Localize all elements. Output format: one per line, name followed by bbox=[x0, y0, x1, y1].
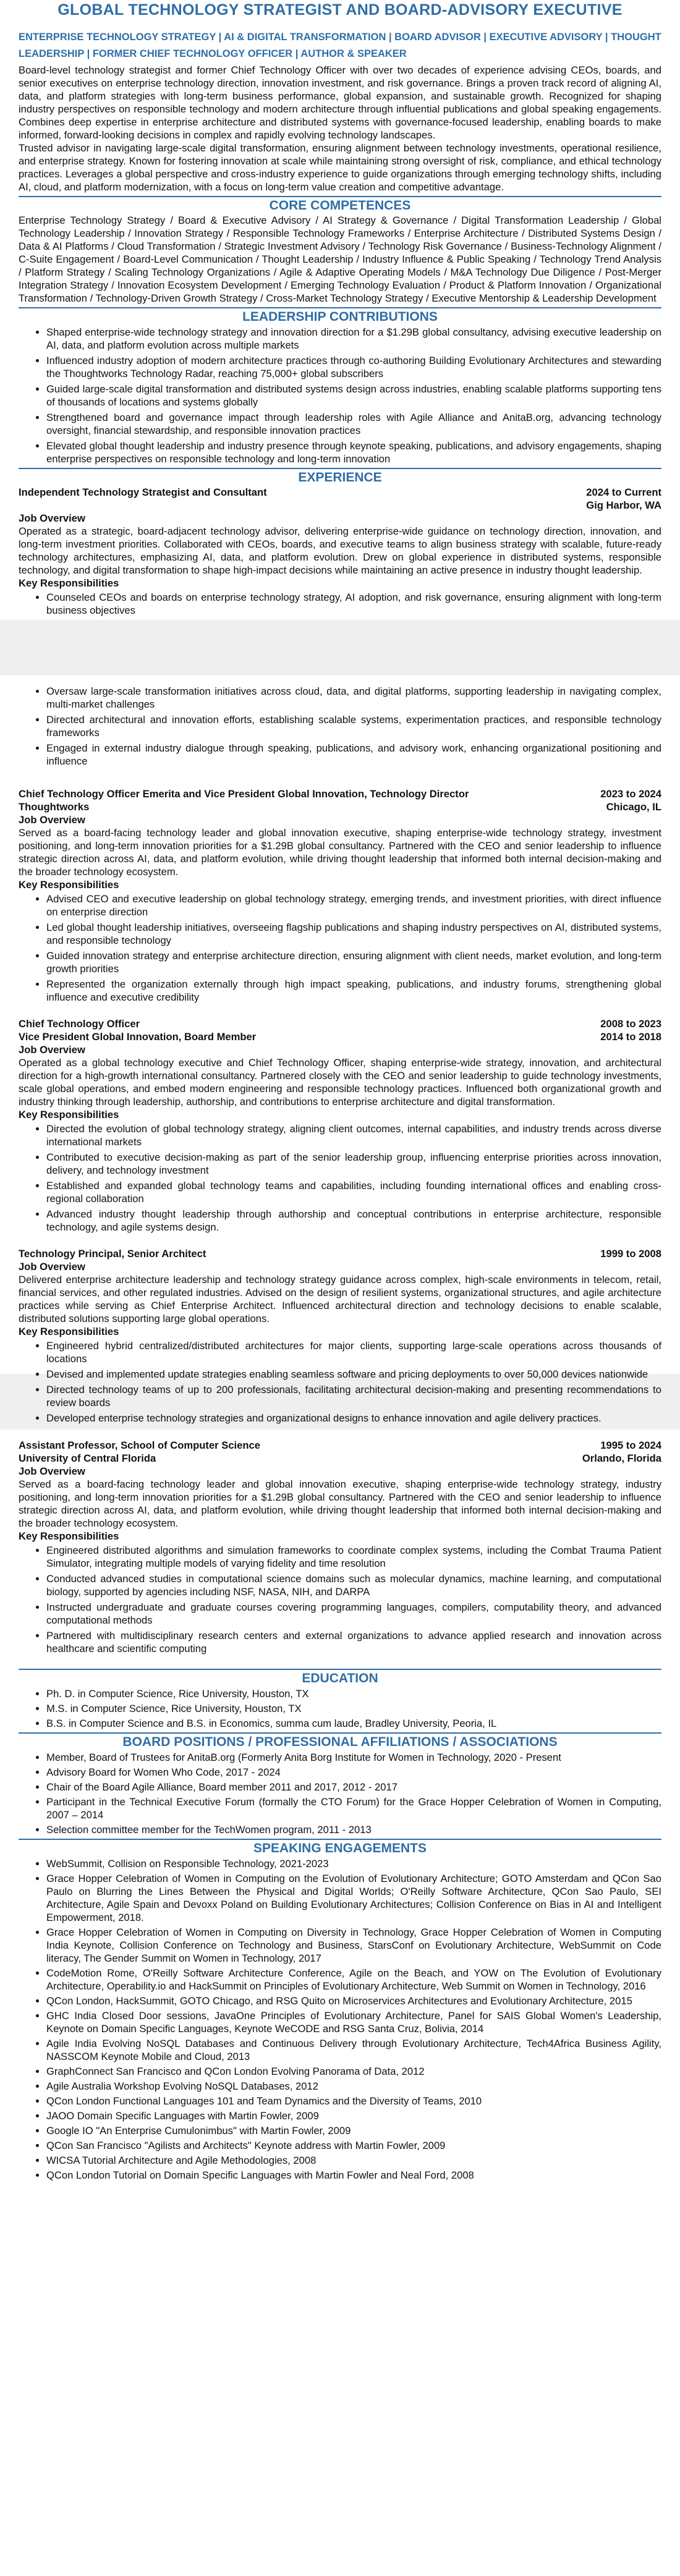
job-title-row bbox=[19, 787, 661, 800]
summary-paragraph-1: Board-level technology strategist and former Chief Technology Officer with over two decades of experience advising CEOs, boards, and senior executives on enterprise technology direction, innovation investment, and risk governance. Brings a proven track record of aligning AI, data, and platform strategies with long-term business performance, global expansion, and sustainable growth. Recognized for shaping industry perspectives on responsible technology and modern architecture through influential publications and global speaking engagements. Combines deep expertise in enterprise architecture and distributed systems with governance-focused leadership, enabling boards to make informed, forward-looking decisions in complex and rapidly evolving technology landscapes. bbox=[19, 64, 661, 141]
list-item: • Partnered with multidisciplinary research centers and external organizations to advance applied research and innovation across healthcare and scientific computing bbox=[46, 1629, 661, 1655]
job-overview-label: Job Overview bbox=[19, 1465, 85, 1477]
job-dates-2: 2014 to 2018 bbox=[600, 1031, 661, 1043]
job-overview-label: Job Overview bbox=[19, 1044, 85, 1056]
list-item: • Chair of the Board Agile Alliance, Board member 2011 and 2017, 2012 - 2017 bbox=[46, 1781, 661, 1794]
section-rule bbox=[19, 307, 661, 308]
list-item: • WebSummit, Collision on Responsible Technology, 2021-2023 bbox=[46, 1857, 661, 1870]
list-item: • Advanced industry thought leadership through authorship and conceptual contributions in enterprise architecture, responsible technology, and agile systems design. bbox=[46, 1208, 661, 1234]
job-title: Independent Technology Strategist and Consultant bbox=[19, 486, 267, 498]
list-item: • GHC India Closed Door sessions, JavaOne Principles of Evolutionary Architecture, Panel for SAIS Global Women's Leadership, Keynote on Domain Specific Languages, Keynote WeCODE and RSG Santa Cruz, Bolivia, 2014 bbox=[46, 2009, 661, 2035]
list-item: • Ph. D. in Computer Science, Rice University, Houston, TX bbox=[46, 1687, 661, 1700]
list-item: • Google IO "An Enterprise Cumulonimbus" with Martin Fowler, 2009 bbox=[46, 2124, 661, 2137]
job-org: University of Central Florida bbox=[19, 1452, 156, 1464]
summary-paragraph-2: Trusted advisor in navigating large-scale digital transformation, ensuring alignment between technology investments, operational resilience, and enterprise strategy. Known for fostering innovation at scale while maintaining strong oversight of risk, compliance, and ethical technology practices. Leverages a global perspective and cross-industry experience to guide organizations through emerging technology shifts, including AI, cloud, and platform modernization, with a focus on long-term value creation and competitive advantage. bbox=[19, 142, 661, 193]
list-item: • Agile India Evolving NoSQL Databases and Continuous Delivery through Evolutionary Architecture, Tech4Africa Business Agility, NASSCOM Keynote Mobile and Cloud, 2013 bbox=[46, 2037, 661, 2063]
job-title-row bbox=[19, 1017, 661, 1030]
section-rule bbox=[19, 468, 661, 469]
education-list bbox=[19, 1687, 661, 1730]
job-overview: Delivered enterprise architecture leadership and technology strategy guidance across complex, high-scale environments in telecom, retail, financial services, and other regulated industries. Advised on the design of resilient systems, organizational structures, and agile architecture practices while serving as Chief Enterprise Architect. Influenced architectural direction and technology decisions to enable scalable, distributed solutions supporting large global operations. bbox=[19, 1274, 661, 1324]
list-item: • Contributed to executive decision-making as part of the senior leadership group, influencing enterprise priorities across innovation, delivery, and technology investment bbox=[46, 1151, 661, 1177]
boards-list bbox=[19, 1751, 661, 1836]
list-item: • Guided large-scale digital transformation and distributed systems design across industries, enabling scalable platforms supporting tens of thousands of locations and systems globally bbox=[46, 383, 661, 409]
list-item: • Developed enterprise technology strategies and organizational designs to enhance innovation and agile delivery practices. bbox=[46, 1412, 661, 1425]
list-item: • Shaped enterprise-wide technology strategy and innovation direction for a $1.29B global consultancy, advising executive leadership on AI, data, and platform evolution across multiple markets bbox=[46, 326, 661, 352]
list-item: • WICSA Tutorial Architecture and Agile Methodologies, 2008 bbox=[46, 2154, 661, 2167]
job-title: Chief Technology Officer bbox=[19, 1018, 140, 1030]
list-item: • Selection committee member for the TechWomen program, 2011 - 2013 bbox=[46, 1823, 661, 1836]
list-item: • Conducted advanced studies in computational science domains such as molecular dynamics, machine learning, and computational biology, supported by agencies including NSF, NASA, NIH, and DARPA bbox=[46, 1572, 661, 1598]
job-title-row-2 bbox=[19, 1030, 661, 1043]
list-item: • Elevated global thought leadership and industry presence through keynote speaking, publications, and advisory engagements, shaping enterprise perspectives on responsible technology and long-term innovation bbox=[46, 439, 661, 465]
list-item: • Strengthened board and governance impact through leadership roles with Agile Alliance and AnitaB.org, advancing technology oversight, financial stewardship, and responsible innovation practices bbox=[46, 411, 661, 437]
job-overview-label: Job Overview bbox=[19, 814, 85, 826]
job-assistant-professor bbox=[19, 1439, 661, 1655]
job-dates: 2024 to Current bbox=[586, 486, 661, 498]
tagline: ENTERPRISE TECHNOLOGY STRATEGY | AI & DIGITAL TRANSFORMATION | BOARD ADVISOR | EXECUTIVE ADVISORY | THOUGHT LEADERSHIP | FORMER CHIEF TECHNOLOGY OFFICER | AUTHOR & SPEAKER bbox=[19, 32, 661, 59]
list-item: • Directed architectural and innovation efforts, establishing scalable systems, experimentation practices, and responsible technology frameworks bbox=[46, 713, 661, 739]
list-item: • Advisory Board for Women Who Code, 2017 - 2024 bbox=[46, 1766, 661, 1779]
responsibilities-label: Key Responsibilities bbox=[19, 879, 119, 891]
job-title-row bbox=[19, 1247, 661, 1260]
speaking-list bbox=[19, 1857, 661, 2182]
list-item: • Guided innovation strategy and enterprise architecture direction, ensuring alignment with client needs, market evolution, and long-term growth priorities bbox=[46, 949, 661, 975]
section-rule bbox=[19, 1669, 661, 1670]
job-dates: 2008 to 2023 bbox=[600, 1018, 661, 1030]
section-title-experience: EXPERIENCE bbox=[298, 470, 382, 485]
list-item: • Engineered distributed algorithms and simulation frameworks to coordinate complex systems, including the Combat Trauma Patient Simulator, integrating multiple models of varying fidelity and time resolution bbox=[46, 1544, 661, 1570]
competences-text: Enterprise Technology Strategy / Board & Executive Advisory / AI Strategy & Governance / Digital Transformation Leadership / Global Technology Leadership / Innovation Strategy / Responsible Technology Frameworks / Enterprise Architecture / Distributed Systems Design / Data & AI Platforms / Cloud Transformation / Strategic Investment Advisory / Technology Risk Governance / Business-Technology Alignment / C-Suite Engagement / Board-Level Communication / Thought Leadership / Industry Influence & Public Speaking / Technology Trend Analysis / Platform Strategy / Scaling Technology Organizations / Agile & Adaptive Operating Models / M&A Technology Due Diligence / Post-Merger Integration Strategy / Innovation Ecosystem Development / Emerging Technology Evaluation / Product & Platform Innovation / Organizational Transformation / Technology-Driven Growth Strategy / Cross-Market Technology Strategy / Executive Mentorship & Leadership Development bbox=[19, 214, 661, 304]
list-item: • GraphConnect San Francisco and QCon London Evolving Panorama of Data, 2012 bbox=[46, 2065, 661, 2078]
job-overview-label: Job Overview bbox=[19, 512, 85, 524]
job-title-row bbox=[19, 1439, 661, 1452]
job-technology-principal bbox=[19, 1247, 661, 1425]
job-dates: 1995 to 2024 bbox=[600, 1439, 661, 1451]
job-location: Gig Harbor, WA bbox=[586, 499, 661, 511]
section-title-speaking: SPEAKING ENGAGEMENTS bbox=[253, 1841, 427, 1855]
list-item: • Directed the evolution of global technology strategy, aligning client outcomes, internal capabilities, and industry trends across diverse international markets bbox=[46, 1122, 661, 1148]
list-item: • Agile Australia Workshop Evolving NoSQL Databases, 2012 bbox=[46, 2080, 661, 2093]
list-item: • QCon London Tutorial on Domain Specific Languages with Martin Fowler and Neal Ford, 2008 bbox=[46, 2169, 661, 2182]
job-title: Technology Principal, Senior Architect bbox=[19, 1248, 206, 1260]
job-overview: Served as a board-facing technology leader and global innovation executive, shaping enterprise-wide technology strategy, investment positioning, and long-term innovation priorities for a $1.29B global consultancy. Partnered with the CEO and senior leadership to influence strategic direction across AI, data, and platform evolution, while driving thought leadership that informed both internal decision-making and the broader technology ecosystem. bbox=[19, 827, 661, 878]
list-item: • QCon London, HackSummit, GOTO Chicago, and RSG Quito on Microservices Architectures and Evolutionary Architecture, 2015 bbox=[46, 1994, 661, 2007]
responsibilities-list bbox=[19, 685, 661, 768]
section-rule bbox=[19, 1732, 661, 1734]
list-item: • CodeMotion Rome, O'Reilly Software Architecture Conference, Agile on the Beach, and YOW on The Evolution of Evolutionary Architecture, Operability.io and HackSummit on Principles of Evolutionary Architecture, Web Summit on Women in Technology, 2016 bbox=[46, 1967, 661, 1993]
document-title: GLOBAL TECHNOLOGY STRATEGIST AND BOARD-ADVISORY EXECUTIVE bbox=[57, 1, 623, 19]
job-title-row bbox=[19, 486, 661, 499]
page-gap bbox=[0, 620, 680, 676]
job-dates: 2023 to 2024 bbox=[600, 788, 661, 800]
list-item: • Influenced industry adoption of modern architecture practices through co-authoring Building Evolutionary Architectures and stewarding the Thoughtworks Technology Radar, reaching 75,000+ global subscribers bbox=[46, 354, 661, 380]
responsibilities-label: Key Responsibilities bbox=[19, 1530, 119, 1542]
section-title-education: EDUCATION bbox=[302, 1671, 378, 1685]
responsibilities-list bbox=[19, 1122, 661, 1234]
job-title: Chief Technology Officer Emerita and Vice President Global Innovation, Technology Director bbox=[19, 788, 469, 800]
list-item: • QCon San Francisco "Agilists and Architects" Keynote address with Martin Fowler, 2009 bbox=[46, 2139, 661, 2152]
contributions-list bbox=[19, 326, 661, 465]
list-item: • QCon London Functional Languages 101 and Team Dynamics and the Diversity of Teams, 2010 bbox=[46, 2095, 661, 2108]
section-title-boards: BOARD POSITIONS / PROFESSIONAL AFFILIATIONS / ASSOCIATIONS bbox=[122, 1735, 558, 1749]
job-location: Orlando, Florida bbox=[582, 1452, 661, 1464]
responsibilities-label: Key Responsibilities bbox=[19, 577, 119, 589]
section-rule bbox=[19, 196, 661, 197]
job-dates: 1999 to 2008 bbox=[600, 1248, 661, 1260]
list-item: • Grace Hopper Celebration of Women in Computing on Diversity in Technology, Grace Hopper Celebration of Women in Computing India Keynote, Collision Conference on Technology and Business, StarsConf on Evolutionary Architecture, WebSummit on Code literacy, The Gender Summit on Women in Technology, 2017 bbox=[46, 1926, 661, 1965]
list-item: • Devised and implemented update strategies enabling seamless software and pricing deployments to over 50,000 devices nationwide bbox=[46, 1368, 661, 1381]
responsibilities-label: Key Responsibilities bbox=[19, 1326, 119, 1337]
section-title-competences: CORE COMPETENCES bbox=[269, 198, 411, 213]
list-item: • Represented the organization externally through high impact speaking, publications, and industry forums, strengthening global influence and executive credibility bbox=[46, 978, 661, 1004]
list-item: • Member, Board of Trustees for AnitaB.org (Formerly Anita Borg Institute for Women in Technology, 2020 - Present bbox=[46, 1751, 661, 1764]
job-org-row bbox=[19, 800, 661, 813]
job-overview-label: Job Overview bbox=[19, 1261, 85, 1273]
job-cto bbox=[19, 1017, 661, 1234]
job-org-row bbox=[19, 499, 661, 512]
list-item: • JAOO Domain Specific Languages with Martin Fowler, 2009 bbox=[46, 2109, 661, 2122]
section-rule bbox=[19, 1839, 661, 1840]
responsibilities-list bbox=[19, 1544, 661, 1655]
job-title: Assistant Professor, School of Computer Science bbox=[19, 1439, 260, 1451]
responsibilities-list bbox=[19, 591, 661, 617]
page-3 bbox=[0, 1430, 680, 2576]
list-item: • M.S. in Computer Science, Rice University, Houston, TX bbox=[46, 1702, 661, 1715]
job-overview: Operated as a strategic, board-adjacent technology advisor, delivering enterprise-wide guidance on technology direction, innovation, and long-term investment priorities. Collaborated with CEOs, boards, and executive teams to align business strategy with scalable, future-ready technology architectures, emphasizing AI, data, and platform evolution. Drew on global experience in distributed systems, responsible technology, and digital transformation to shape high-impact decisions while maintaining an active presence in industry thought leadership. bbox=[19, 525, 661, 576]
list-item: • Led global thought leadership initiatives, overseeing flagship publications and shaping industry perspectives on AI, distributed systems, and responsible technology bbox=[46, 921, 661, 947]
page-2 bbox=[0, 676, 680, 1424]
responsibilities-list bbox=[19, 892, 661, 1004]
list-item: • Engaged in external industry dialogue through speaking, publications, and advisory work, enhancing organizational positioning and influence bbox=[46, 742, 661, 768]
list-item: • Counseled CEOs and boards on enterprise technology strategy, AI adoption, and risk governance, ensuring alignment with long-term business objectives bbox=[46, 591, 661, 617]
job-independent bbox=[19, 486, 661, 617]
responsibilities-label: Key Responsibilities bbox=[19, 1109, 119, 1121]
job-location: Chicago, IL bbox=[606, 801, 661, 813]
job-title-2: Vice President Global Innovation, Board Member bbox=[19, 1031, 257, 1043]
list-item: • Oversaw large-scale transformation initiatives across cloud, data, and digital platforms, supporting leadership in navigating complex, multi-market challenges bbox=[46, 685, 661, 711]
job-thoughtworks-emerita bbox=[19, 787, 661, 1004]
list-item: • Directed technology teams of up to 200 professionals, facilitating architectural decision-making and presenting recommendations to review boards bbox=[46, 1383, 661, 1409]
list-item: • Established and expanded global technology teams and capabilities, including founding international offices and enabling cross-regional collaboration bbox=[46, 1179, 661, 1205]
job-org: Thoughtworks bbox=[19, 801, 90, 813]
responsibilities-list bbox=[19, 1339, 661, 1425]
job-overview: Operated as a global technology executive and Chief Technology Officer, shaping enterprise-wide strategy, innovation, and architectural direction for a high-growth international consultancy. Partnered closely with the CEO and senior leadership to guide technology investments, scale global operations, and embed modern engineering and responsible technology practices. Influenced both organizational growth and industry thinking through leadership, authorship, and contributions to enterprise architecture and digital transformation. bbox=[19, 1057, 661, 1108]
list-item: • B.S. in Computer Science and B.S. in Economics, summa cum laude, Bradley University, Peoria, IL bbox=[46, 1717, 661, 1730]
job-overview: Served as a board-facing technology leader and global innovation executive, shaping enterprise-wide technology strategy, industry positioning, and long-term innovation priorities for a $1.29B global consultancy. Partnered with the CEO and senior leadership to influence strategic direction across AI, data, and platform evolution, while driving thought leadership that informed both internal decision-making and the broader technology ecosystem. bbox=[19, 1478, 661, 1529]
list-item: • Advised CEO and executive leadership on global technology strategy, emerging trends, and investment priorities, with direct influence on enterprise direction bbox=[46, 892, 661, 918]
list-item: • Instructed undergraduate and graduate courses covering programming languages, compilers, computability theory, and advanced computational methods bbox=[46, 1601, 661, 1627]
section-title-contributions: LEADERSHIP CONTRIBUTIONS bbox=[242, 310, 438, 324]
job-org-row bbox=[19, 1452, 661, 1465]
list-item: • Grace Hopper Celebration of Women in Computing on the Evolution of Evolutionary Architecture; GOTO Amsterdam and QCon Sao Paulo on Blurring the Lines Between the Physical and Digital Worlds; O'Reilly Software Architecture, QCon Sao Paulo, SEI Architecture, Agile Spain and Devoxx Poland on Building Evolutionary Architectures; Collision Conference on Bias in AI and Intelligent Empowerment, 2018. bbox=[46, 1872, 661, 1924]
page-1 bbox=[0, 0, 680, 620]
list-item: • Participant in the Technical Executive Forum (formally the CTO Forum) for the Grace Hopper Celebration of Women in Computing, 2007 – 2014 bbox=[46, 1795, 661, 1821]
list-item: • Engineered hybrid centralized/distributed architectures for major clients, supporting large-scale operations across thousands of locations bbox=[46, 1339, 661, 1365]
